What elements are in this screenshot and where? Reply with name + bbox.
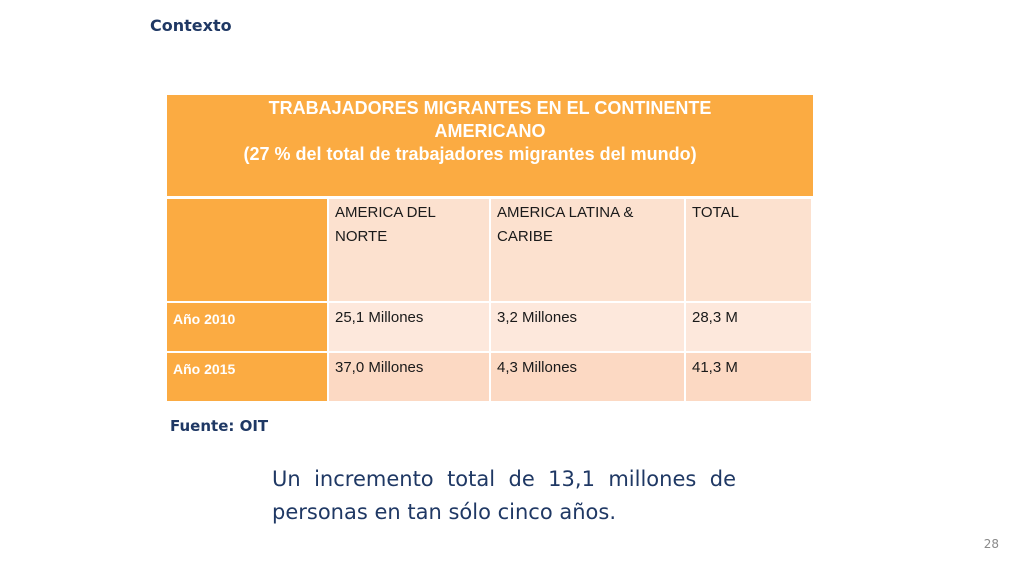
cell-2010-latin-america: 3,2 Millones	[491, 303, 686, 353]
table-row	[167, 353, 813, 403]
table-header-row	[167, 199, 813, 303]
header-total: TOTAL	[686, 199, 813, 303]
cell-2010-north-america: 25,1 Millones	[329, 303, 491, 353]
cell-2015-latin-america: 4,3 Millones	[491, 353, 686, 403]
cell-2015-north-america: 37,0 Millones	[329, 353, 491, 403]
page-number: 28	[983, 537, 999, 551]
cell-2010-total: 28,3 M	[686, 303, 813, 353]
source-label: Fuente: OIT	[170, 417, 269, 435]
migrants-table-container	[167, 95, 813, 403]
migrants-table	[167, 95, 813, 403]
table-title-line-1: TRABAJADORES MIGRANTES EN EL CONTINENTE	[268, 98, 712, 118]
table-title	[167, 95, 813, 199]
cell-2015-total: 41,3 M	[686, 353, 813, 403]
section-label: Contexto	[150, 16, 232, 35]
header-latin-america: AMERICA LATINA & CARIBE	[491, 199, 686, 303]
summary-text: Un incremento total de 13,1 millones de personas en tan sólo cinco años.	[272, 467, 736, 524]
table-title-row	[167, 95, 813, 199]
header-empty-cell	[167, 199, 329, 303]
table-row	[167, 303, 813, 353]
table-title-line-3: (27 % del total de trabajadores migrantes del mundo)	[243, 144, 697, 164]
row-label-2015: Año 2015	[167, 353, 329, 403]
header-north-america: AMERICA DEL NORTE	[329, 199, 491, 303]
table-title-line-2: AMERICANO	[434, 121, 546, 141]
row-label-2010: Año 2010	[167, 303, 329, 353]
